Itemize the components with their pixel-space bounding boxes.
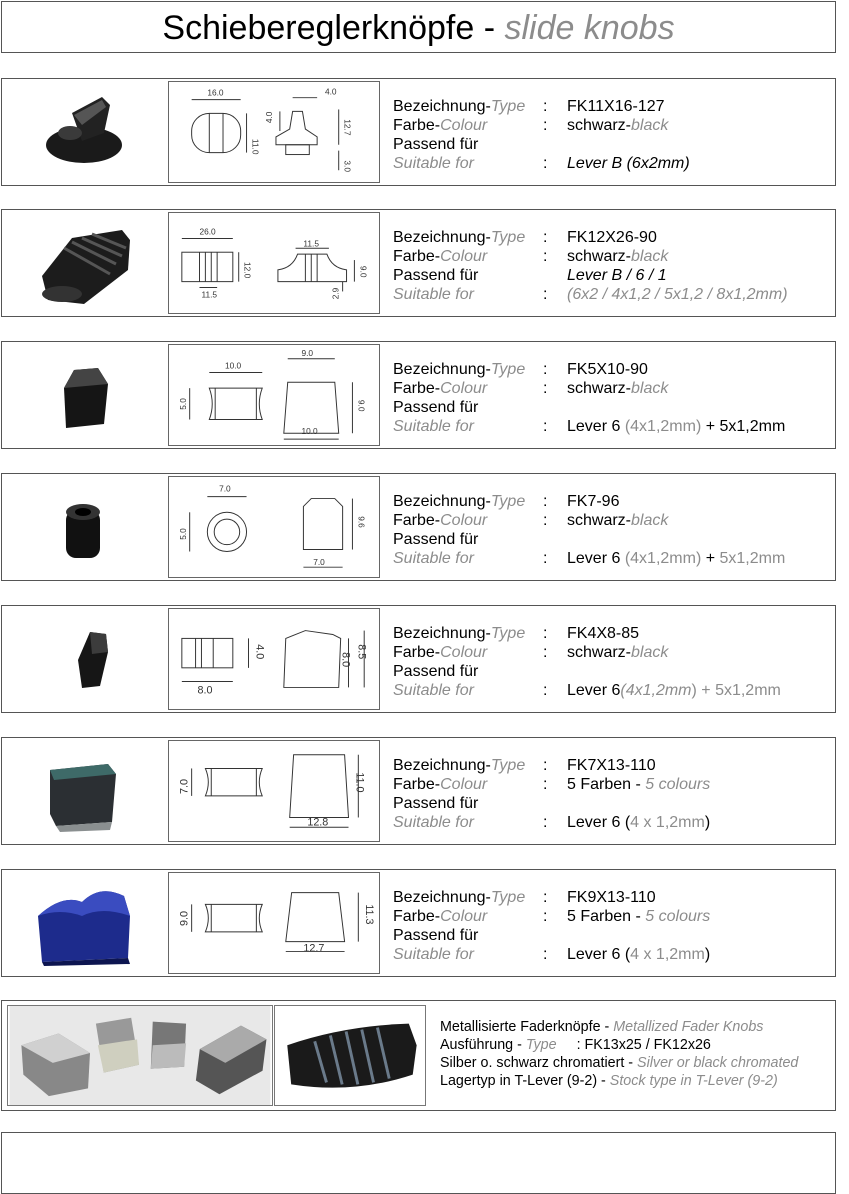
dim-label: 2.9 bbox=[330, 287, 341, 300]
empty-footer-box bbox=[1, 1132, 836, 1194]
technical-drawing-5 bbox=[168, 608, 380, 710]
type-value: FK9X13-110 bbox=[567, 889, 656, 906]
dim-label: 26.0 bbox=[199, 226, 216, 237]
metallized-photo-single bbox=[274, 1005, 426, 1106]
product-row-3: 10.0 5.0 9.0 9.0 10.0 Bezeichnung-Type : FK5X10-90 Farbe-Colour : schwarz-black Passend für Suitable for : Lever 6 (4x1,2mm) + 5x1,2mm bbox=[1, 341, 836, 449]
dim-label: 5.0 bbox=[177, 528, 188, 540]
colour-value: schwarz-black bbox=[567, 248, 669, 265]
dim-label: 16.0 bbox=[207, 87, 224, 98]
dim-label: 12.0 bbox=[242, 262, 253, 279]
suitable-value: Lever 6 (4x1,2mm) + 5x1,2mm bbox=[567, 550, 786, 567]
colour-value: schwarz-black bbox=[567, 380, 669, 397]
dim-label: 12.7 bbox=[342, 119, 353, 136]
dim-label: 4.0 bbox=[324, 86, 337, 97]
dim-label: 5.0 bbox=[177, 398, 188, 410]
colour-value: 5 Farben - 5 colours bbox=[567, 908, 711, 925]
colour-value: schwarz-black bbox=[567, 512, 669, 529]
product-photo-7 bbox=[12, 876, 162, 970]
dim-label: 11.3 bbox=[363, 904, 376, 925]
dim-label: 9.0 bbox=[358, 265, 369, 278]
product-row-7: 9.0 11.3 12.7 Bezeichnung-Type : FK9X13-110 Farbe-Colour : 5 Farben - 5 colours Passend für Suitable for : Lever 6 (4 x 1,2mm) bbox=[1, 869, 836, 977]
product-photo-4 bbox=[12, 480, 162, 574]
product-photo-3 bbox=[12, 348, 162, 442]
product-row-5: 4.0 8.0 8.0 8.5 Bezeichnung-Type : FK4X8-85 Farbe-Colour : schwarz-black Passend für Suitable for : Lever 6(4x1,2mm) + 5x1,2mm bbox=[1, 605, 836, 713]
dim-label: 8.0 bbox=[339, 652, 352, 668]
product-row-2: 26.0 12.0 11.5 11.5 9.0 2.9 Bezeichnung-Type : FK12X26-90 Farbe-Colour : schwarz-black Passend für Lever B / 6 / 1 Suitable for : (6x2 / 4x1,2 / 5x1,2 / 8x1,2mm) bbox=[1, 209, 836, 317]
technical-drawing-7 bbox=[168, 872, 380, 974]
dim-label: 10.0 bbox=[301, 426, 318, 437]
title-german: Schiebereglerknöpfe - bbox=[162, 9, 505, 47]
technical-drawing-6 bbox=[168, 740, 380, 842]
type-value: FK7X13-110 bbox=[567, 757, 656, 774]
dim-label: 4.0 bbox=[253, 644, 266, 660]
colour-value: schwarz-black bbox=[567, 117, 669, 134]
dim-label: 9.0 bbox=[301, 347, 314, 358]
dim-label: 9.0 bbox=[178, 910, 191, 926]
type-value: FK4X8-85 bbox=[567, 625, 640, 642]
dim-label: 8.0 bbox=[197, 684, 213, 697]
product-row-4: 7.0 5.0 9.6 7.0 Bezeichnung-Type : FK7-96 Farbe-Colour : schwarz-black Passend für Suitable for : Lever 6 (4x1,2mm) + 5x1,2mm bbox=[1, 473, 836, 581]
dim-label: 11.5 bbox=[303, 238, 320, 249]
type-value: FK11X16-127 bbox=[567, 98, 665, 115]
technical-drawing-2 bbox=[168, 212, 380, 314]
product-row-6: 7.0 11.0 12.8 Bezeichnung-Type : FK7X13-110 Farbe-Colour : 5 Farben - 5 colours Passend für Suitable for : Lever 6 (4 x 1,2mm) bbox=[1, 737, 836, 845]
dim-label: 9.0 bbox=[356, 399, 367, 412]
title-english: slide knobs bbox=[504, 9, 675, 47]
technical-drawing-4 bbox=[168, 476, 380, 578]
passend-value: Lever B / 6 / 1 bbox=[567, 267, 667, 284]
dim-label: 11.0 bbox=[353, 772, 366, 793]
suitable-value: Lever B (6x2mm) bbox=[567, 155, 690, 172]
dim-label: 7.0 bbox=[178, 778, 191, 794]
dim-label: 7.0 bbox=[219, 483, 231, 494]
suitable-value: (6x2 / 4x1,2 / 5x1,2 / 8x1,2mm) bbox=[567, 286, 788, 303]
dim-label: 3.0 bbox=[342, 160, 353, 173]
type-value: FK5X10-90 bbox=[567, 361, 648, 378]
suitable-value: Lever 6 (4 x 1,2mm) bbox=[567, 814, 711, 831]
dim-label: 11.0 bbox=[250, 138, 261, 155]
dim-label: 9.6 bbox=[356, 516, 367, 528]
metallized-photo-group bbox=[7, 1005, 273, 1106]
dim-label: 10.0 bbox=[224, 360, 242, 371]
product-photo-6 bbox=[12, 744, 162, 838]
product-photo-1 bbox=[12, 85, 162, 179]
suitable-value: Lever 6(4x1,2mm) + 5x1,2mm bbox=[567, 682, 781, 699]
metallized-section bbox=[1, 1000, 836, 1111]
dim-label: 7.0 bbox=[313, 557, 325, 568]
page-title bbox=[1, 1, 836, 53]
dim-label: 4.0 bbox=[264, 111, 275, 124]
metallized-text: Metallisierte Faderknöpfe - Metallized Fader Knobs Ausführung - Type : FK13x25 / FK12x26 Silber o. schwarz chromatiert - Silver or black chromated Lagertyp in T-Lever (9-2) - Stock type in T-Lever (9-2) bbox=[440, 1019, 799, 1089]
colour-value: schwarz-black bbox=[567, 644, 669, 661]
product-photo-2 bbox=[12, 216, 162, 310]
type-value: FK12X26-90 bbox=[567, 229, 657, 246]
technical-drawing-1 bbox=[168, 81, 380, 183]
colour-value: 5 Farben - 5 colours bbox=[567, 776, 711, 793]
dim-label: 12.7 bbox=[303, 942, 325, 955]
dim-label: 11.5 bbox=[201, 289, 218, 300]
product-row-1: 16.0 11.0 4.0 4.0 12.7 3.0 Bezeichnung-Type : FK11X16-127 Farbe-Colour : schwarz-black Passend für Suitable for : Lever B (6x2mm) bbox=[1, 78, 836, 186]
dim-label: 8.5 bbox=[355, 644, 368, 660]
suitable-value: Lever 6 (4x1,2mm) + 5x1,2mm bbox=[567, 418, 786, 435]
type-value: FK7-96 bbox=[567, 493, 620, 510]
product-photo-5 bbox=[12, 612, 162, 706]
technical-drawing-3 bbox=[168, 344, 380, 446]
suitable-value: Lever 6 (4 x 1,2mm) bbox=[567, 946, 711, 963]
dim-label: 12.8 bbox=[307, 816, 329, 829]
